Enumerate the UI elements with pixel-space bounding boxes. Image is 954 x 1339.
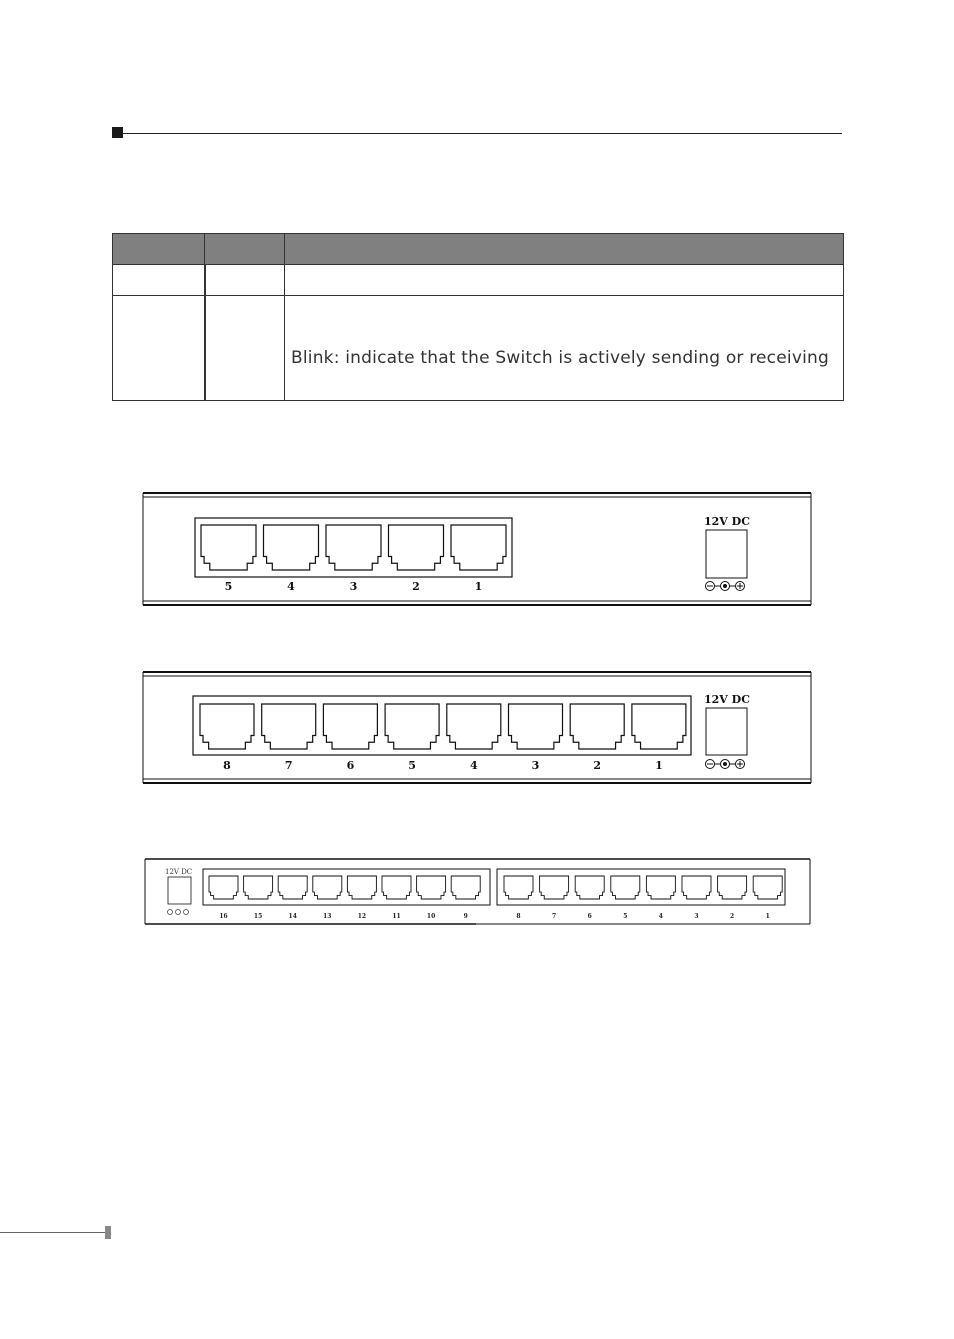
rj45-port-icon (451, 525, 506, 570)
rj45-port-icon (200, 704, 254, 749)
port-number-label: 14 (288, 913, 297, 920)
dc-polarity-icon (168, 910, 189, 915)
panel-8-port (143, 672, 811, 783)
port-number-label: 7 (284, 759, 293, 772)
port-number-label: 8 (223, 759, 231, 772)
port-number-label: 2 (730, 913, 735, 920)
power-label: 12V DC (165, 868, 193, 876)
port-number-label: 12 (357, 913, 367, 920)
rj45-port-icon (209, 876, 238, 899)
port-group (209, 876, 782, 920)
port-number-label: 16 (219, 913, 228, 920)
port-number-label: 15 (253, 913, 263, 920)
rj45-port-icon (244, 876, 273, 899)
port-number-label: 1 (655, 759, 663, 772)
rj45-port-icon (451, 876, 480, 899)
port-number-label: 6 (587, 913, 592, 920)
rj45-port-icon (646, 876, 675, 899)
panel-16-port (145, 859, 810, 924)
rj45-port-icon (262, 704, 316, 749)
power-label: 12V DC (704, 515, 750, 528)
rj45-port-icon (447, 704, 501, 749)
port-number-label: 5 (623, 913, 628, 920)
port-group (200, 704, 686, 772)
port-number-label: 11 (392, 913, 401, 920)
port-number-label: 3 (531, 759, 540, 772)
rj45-port-icon (504, 876, 533, 899)
rj45-port-icon (326, 525, 381, 570)
port-number-label: 4 (287, 580, 295, 593)
port-number-label: 2 (412, 580, 420, 593)
port-number-label: 10 (426, 913, 436, 920)
rj45-port-icon (682, 876, 711, 899)
rj45-port-icon (753, 876, 782, 899)
rj45-port-icon (540, 876, 569, 899)
port-number-label: 5 (408, 759, 416, 772)
port-number-label: 13 (323, 913, 332, 920)
rj45-port-icon (570, 704, 624, 749)
port-number-label: 9 (463, 913, 468, 920)
blink-description: Blink: indicate that the Switch is actively sending or receiving (291, 348, 829, 368)
port-number-label: 4 (658, 913, 663, 920)
rj45-port-icon (417, 876, 446, 899)
rj45-port-icon (389, 525, 444, 570)
dc-polarity-icon (706, 760, 745, 769)
port-group (201, 525, 506, 593)
port-number-label: 7 (552, 913, 557, 920)
footer-rule (0, 1232, 106, 1233)
rj45-port-icon (385, 704, 439, 749)
rj45-port-icon (323, 704, 377, 749)
footer-marker-icon (105, 1226, 111, 1239)
port-number-label: 1 (474, 580, 483, 593)
rj45-port-icon (313, 876, 342, 899)
rj45-port-icon (382, 876, 411, 899)
panel-5-port (143, 493, 811, 605)
port-number-label: 8 (516, 913, 521, 920)
rj45-port-icon (264, 525, 319, 570)
port-number-label: 5 (224, 580, 233, 593)
rj45-port-icon (201, 525, 256, 570)
rj45-port-icon (347, 876, 376, 899)
rj45-port-icon (718, 876, 747, 899)
dc-polarity-icon (706, 582, 745, 591)
port-number-label: 2 (593, 759, 602, 772)
rj45-port-icon (278, 876, 307, 899)
rj45-port-icon (509, 704, 563, 749)
rj45-port-icon (632, 704, 686, 749)
port-number-label: 3 (694, 913, 699, 920)
rj45-port-icon (575, 876, 604, 899)
power-label: 12V DC (704, 693, 750, 706)
rj45-port-icon (611, 876, 640, 899)
port-number-label: 1 (765, 913, 770, 920)
port-number-label: 4 (469, 759, 478, 772)
port-number-label: 3 (349, 580, 358, 593)
port-number-label: 6 (346, 759, 355, 772)
